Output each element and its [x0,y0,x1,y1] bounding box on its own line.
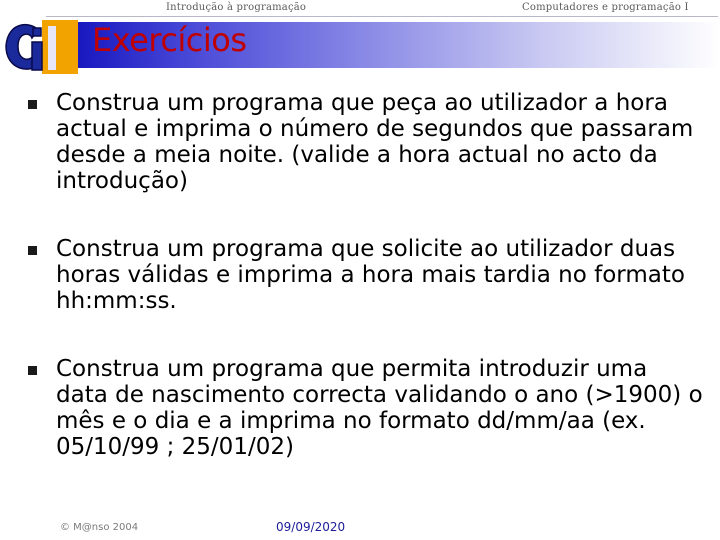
bullet-square-icon [28,246,37,255]
bullet-square-icon [28,100,37,109]
bullet-text: Construa um programa que permita introduzir uma data de nascimento correcta validando o ano (>1900) o mês e o dia e a imprima no formato dd/mm/aa (ex. 05/10/99 ; 25/01/02) [56,356,703,460]
footer-copyright: © M@nso 2004 [60,522,139,533]
header-course-title: Introdução à programação [166,2,307,13]
bullet-square-icon [28,366,37,375]
header-section-title: Computadores e programação I [522,2,689,13]
header-divider [46,16,718,17]
bullet-text: Construa um programa que peça ao utilizador a hora actual e imprima o número de segundos que passaram desde a meia noite. (valide a hora actual no acto da introdução) [56,90,694,194]
bullet-text: Construa um programa que solicite ao utilizador duas horas válidas e imprima a hora mais tardia no formato hh:mm:ss. [56,236,685,314]
slide-title: Exercícios [92,21,247,59]
footer-date: 09/09/2020 [276,520,346,534]
ci-logo [2,18,82,76]
